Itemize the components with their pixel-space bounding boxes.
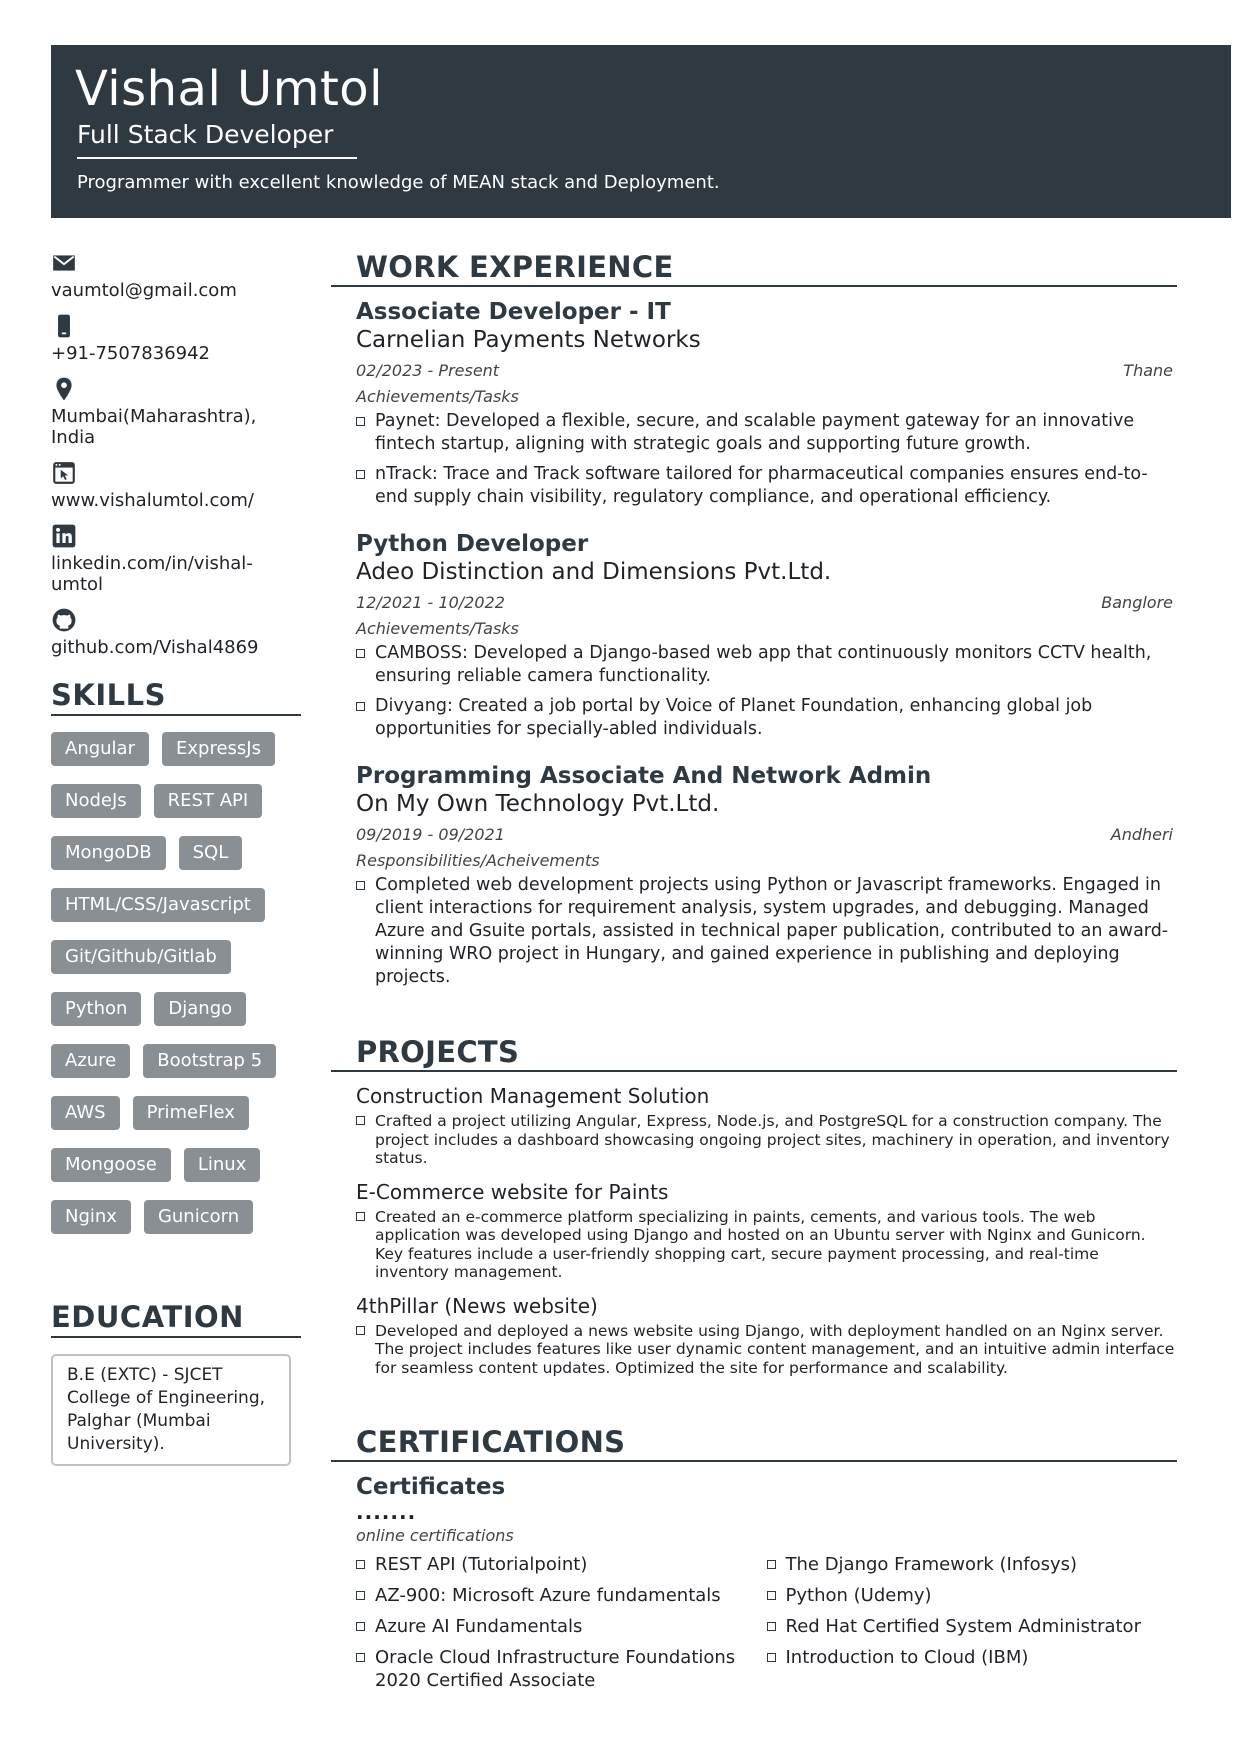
certificates-block <box>331 1474 1177 1545</box>
job-bullet: Divyang: Created a job portal by Voice of Planet Foundation, enhancing global job opportunities for specially-abled individuals. <box>356 695 1177 741</box>
skill-chip: REST API <box>154 784 263 818</box>
job-company: Adeo Distinction and Dimensions Pvt.Ltd. <box>356 559 832 585</box>
project-description: Crafted a project utilizing Angular, Express, Node.js, and PostgreSQL for a construction company. The project includes a dashboard showcasing ongoing project sites, machinery in operation, and inventory status. <box>356 1112 1177 1168</box>
skill-chip: Azure <box>51 1044 130 1078</box>
project-description: Developed and deployed a news website using Django, with deployment handled on an Nginx server. The project includes features like user dynamic content management, and an intuitive admin interface for seamless content updates. Optimized the site for performance and scalability. <box>356 1322 1177 1378</box>
github-icon <box>51 607 77 633</box>
skill-chip: Python <box>51 992 141 1026</box>
job-bullet: nTrack: Trace and Track software tailored for pharmaceutical companies ensures end-to-end supply chain visibility, regulatory compliance, and operational efficiency. <box>356 463 1177 509</box>
skill-chip: PrimeFlex <box>133 1096 249 1130</box>
job-title: Python Developer <box>356 531 589 557</box>
job-subheading: Responsibilities/Acheivements <box>356 851 600 870</box>
certificates-subheading: online certifications <box>356 1526 514 1545</box>
education-section <box>51 1300 301 1466</box>
job-entry <box>331 763 1177 989</box>
skill-chip: Mongoose <box>51 1148 171 1182</box>
job-entry <box>331 299 1177 509</box>
project-bullets <box>356 1112 1177 1168</box>
linkedin-icon <box>51 523 77 549</box>
job-bullet: Paynet: Developed a flexible, secure, and scalable payment gateway for an innovative fintech startup, aligning with strategic goals and supporting future growth. <box>356 410 1177 456</box>
skill-chip: SQL <box>179 836 243 870</box>
job-location: Thane <box>1123 361 1173 380</box>
website-icon <box>51 460 77 486</box>
contact-website <box>51 460 301 511</box>
skill-chip: Bootstrap 5 <box>143 1044 276 1078</box>
github-link[interactable]: github.com/Vishal4869 <box>51 637 259 658</box>
certificate-item: AZ-900: Microsoft Azure fundamentals <box>356 1584 767 1607</box>
certificates-heading: Certificates <box>356 1474 506 1500</box>
skill-chip: NodeJs <box>51 784 141 818</box>
website-link[interactable]: www.vishalumtol.com/ <box>51 490 254 511</box>
certificates-dots: ....... <box>356 1500 417 1524</box>
location-icon <box>51 376 77 402</box>
job-subheading: Achievements/Tasks <box>356 387 519 406</box>
project-entry <box>331 1294 1177 1378</box>
skill-chip: Linux <box>184 1148 261 1182</box>
job-dates: 02/2023 - Present <box>356 361 500 380</box>
contact-linkedin <box>51 523 301 595</box>
linkedin-link[interactable]: linkedin.com/in/vishal-umtol <box>51 553 253 595</box>
certificates-left-list <box>356 1553 767 1700</box>
job-dates: 09/2019 - 09/2021 <box>356 825 505 844</box>
email-link[interactable]: vaumtol@gmail.com <box>51 280 237 301</box>
skill-chip: Angular <box>51 732 149 766</box>
skill-chip: HTML/CSS/Javascript <box>51 888 265 922</box>
project-title: 4thPillar (News website) <box>356 1293 598 1318</box>
contact-phone <box>51 313 301 364</box>
skills-title: SKILLS <box>51 678 301 716</box>
certificate-item: Python (Udemy) <box>767 1584 1178 1607</box>
phone-number[interactable]: +91-7507836942 <box>51 343 211 364</box>
project-entry <box>331 1084 1177 1168</box>
project-title: Construction Management Solution <box>356 1084 710 1108</box>
project-description: Created an e-commerce platform specializing in paints, cements, and various tools. The web application was developed using Django and hosted on an Ubuntu server with Nginx and Gunicorn. Key features include a user-friendly shopping cart, secure payment processing, and real-time inventory management. <box>356 1208 1177 1282</box>
certificate-item: The Django Framework (Infosys) <box>767 1553 1178 1576</box>
job-meta <box>356 593 1177 612</box>
certificates-list <box>331 1549 1177 1700</box>
project-bullets <box>356 1322 1177 1378</box>
skill-chip: Nginx <box>51 1200 131 1234</box>
education-entry: B.E (EXTC) - SJCET College of Engineering, Palghar (Mumbai University). <box>51 1354 291 1466</box>
job-title: Programming Associate And Network Admin <box>356 763 932 789</box>
certificate-item: Azure AI Fundamentals <box>356 1615 767 1638</box>
skill-chip: ExpressJs <box>162 732 275 766</box>
skill-chip: Gunicorn <box>144 1200 253 1234</box>
certificate-item: Red Hat Certified System Administrator <box>767 1615 1178 1638</box>
job-dates: 12/2021 - 10/2022 <box>356 593 505 612</box>
right-column <box>331 250 1177 1700</box>
skill-chip: MongoDB <box>51 836 166 870</box>
job-bullets <box>356 410 1177 509</box>
job-entry <box>331 531 1177 741</box>
skills-section <box>51 678 301 1234</box>
job-location: Banglore <box>1101 593 1173 612</box>
education-title: EDUCATION <box>51 1300 301 1338</box>
job-location: Andheri <box>1110 825 1173 844</box>
job-meta <box>356 825 1177 844</box>
certificates-right-list <box>767 1553 1178 1700</box>
skill-chip: AWS <box>51 1096 120 1130</box>
location-text: Mumbai(Maharashtra), India <box>51 406 257 448</box>
candidate-role: Full Stack Developer <box>77 120 357 159</box>
job-company: Carnelian Payments Networks <box>356 327 701 353</box>
contact-email <box>51 250 301 301</box>
candidate-name: Vishal Umtol <box>75 61 383 117</box>
project-entry <box>331 1180 1177 1282</box>
project-title: E-Commerce website for Paints <box>356 1179 669 1204</box>
job-bullets <box>356 874 1177 989</box>
email-icon <box>51 250 77 276</box>
contact-github <box>51 607 301 658</box>
job-bullet: Completed web development projects using Python or Javascript frameworks. Engaged in client interactions for requirement analysis, system upgrades, and debugging. Managed Azure and Gsuite portals, assisted in technical paper publication, contributed to an award-winning WRO project in Hungary, and gained experience in publishing and deploying projects. <box>356 874 1177 989</box>
job-bullets <box>356 642 1177 741</box>
resume-header <box>51 45 1231 218</box>
job-subheading: Achievements/Tasks <box>356 619 519 638</box>
job-meta <box>356 361 1177 380</box>
job-bullet: CAMBOSS: Developed a Django-based web app that continuously monitors CCTV health, ensuring reliable camera functionality. <box>356 642 1177 688</box>
certificate-item: REST API (Tutorialpoint) <box>356 1553 767 1576</box>
certificate-item: Oracle Cloud Infrastructure Foundations 2020 Certified Associate <box>356 1646 767 1692</box>
work-experience-title: WORK EXPERIENCE <box>331 250 1177 287</box>
candidate-summary: Programmer with excellent knowledge of MEAN stack and Deployment. <box>77 172 720 193</box>
left-column <box>51 250 301 1466</box>
certifications-title: CERTIFICATIONS <box>331 1425 1177 1462</box>
job-title: Associate Developer - IT <box>356 299 671 325</box>
skills-list <box>51 732 301 1234</box>
job-company: On My Own Technology Pvt.Ltd. <box>356 791 720 817</box>
phone-icon <box>51 313 77 339</box>
skill-chip: Django <box>154 992 246 1026</box>
skill-chip: Git/Github/Gitlab <box>51 940 231 974</box>
contact-location <box>51 376 301 448</box>
project-bullets <box>356 1208 1177 1282</box>
projects-title: PROJECTS <box>331 1035 1177 1072</box>
certificate-item: Introduction to Cloud (IBM) <box>767 1646 1178 1669</box>
